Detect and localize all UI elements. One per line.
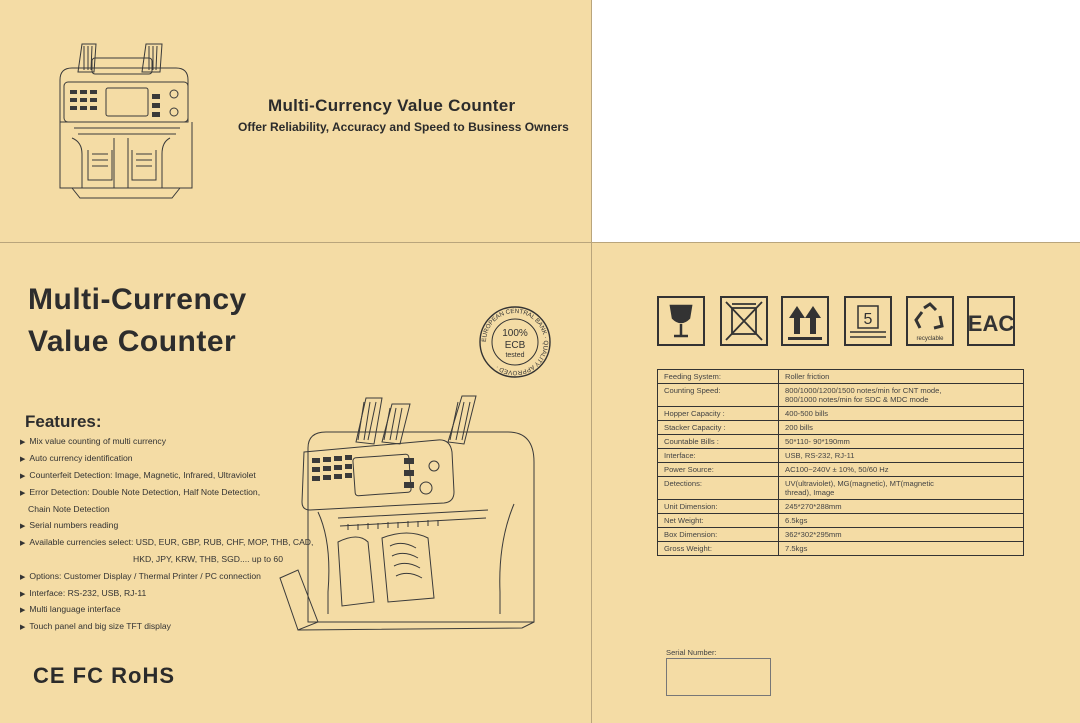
spec-value: 6.5kgs	[779, 514, 1024, 528]
packaging-icons-row	[657, 296, 1017, 348]
svg-text:recyclable: recyclable	[916, 336, 944, 342]
table-row	[658, 514, 1024, 528]
ecb-percent: 100%	[502, 328, 528, 339]
spec-value: 50*110- 90*190mm	[779, 435, 1024, 449]
bullet-icon: ▶	[20, 607, 26, 614]
bullet-icon: ▶	[20, 439, 26, 446]
feature-item: ▶ Serial numbers reading	[20, 520, 119, 530]
fold-line-vertical	[591, 0, 592, 723]
spec-label: Stacker Capacity :	[658, 421, 779, 435]
spec-label: Hopper Capacity :	[658, 407, 779, 421]
table-row	[658, 384, 1024, 407]
spec-value: 200 bills	[779, 421, 1024, 435]
svg-text:5: 5	[863, 311, 873, 328]
stack-limit-5-icon	[844, 296, 892, 346]
feature-item: ▶ Interface: RS-232, USB, RJ-11	[20, 588, 147, 598]
counter-machine-large-drawing	[278, 392, 540, 634]
spec-value: 362*302*295mm	[779, 528, 1024, 542]
bullet-icon: ▶	[20, 490, 26, 497]
feature-item: ▶ Touch panel and big size TFT display	[20, 621, 171, 631]
spec-value: USB, RS-232, RJ-11	[779, 449, 1024, 463]
bullet-icon: ▶	[20, 591, 26, 598]
recyclable-icon	[906, 296, 954, 346]
spec-label: Power Source:	[658, 463, 779, 477]
spec-label: Net Weight:	[658, 514, 779, 528]
table-row	[658, 463, 1024, 477]
serial-number-box	[666, 658, 771, 696]
spec-value: UV(ultraviolet), MG(magnetic), MT(magnetic thread), Image	[779, 477, 1024, 500]
spec-label: Interface:	[658, 449, 779, 463]
table-row	[658, 421, 1024, 435]
spec-label: Countable Bills :	[658, 435, 779, 449]
spec-value: 800/1000/1200/1500 notes/min for CNT mode, 800/1000 notes/min for SDC & MDC mode	[779, 384, 1024, 407]
svg-text:EAC: EAC	[969, 311, 1013, 336]
spec-label: Gross Weight:	[658, 542, 779, 556]
spec-label: Box Dimension:	[658, 528, 779, 542]
fold-line-horizontal	[0, 242, 1080, 243]
spec-value: 7.5kgs	[779, 542, 1024, 556]
ecb-seal	[478, 305, 552, 379]
bullet-icon: ▶	[20, 574, 26, 581]
feature-item: ▶ Mix value counting of multi currency	[20, 436, 166, 446]
table-row	[658, 435, 1024, 449]
main-title-line2: Value Counter	[28, 325, 237, 358]
main-title-line1: Multi-Currency	[28, 283, 247, 316]
spec-label: Detections:	[658, 477, 779, 500]
bullet-icon: ▶	[20, 540, 26, 547]
fragile-glass-icon	[657, 296, 705, 346]
serial-number-label: Serial Number:	[666, 648, 717, 657]
feature-item: ▶ Counterfeit Detection: Image, Magnetic, Infrared, Ultraviolet	[20, 470, 256, 480]
table-row	[658, 542, 1024, 556]
feature-item-continued: HKD, JPY, KRW, THB, SGD.... up to 60	[133, 554, 283, 564]
table-row	[658, 477, 1024, 500]
spec-label: Counting Speed:	[658, 384, 779, 407]
table-row	[658, 407, 1024, 421]
spec-label: Unit Dimension:	[658, 500, 779, 514]
spec-value: AC100~240V ± 10%, 50/60 Hz	[779, 463, 1024, 477]
spec-value: Roller friction	[779, 370, 1024, 384]
top-title: Multi-Currency Value Counter	[268, 96, 516, 115]
feature-item-continued: Chain Note Detection	[28, 504, 110, 514]
feature-item: ▶ Error Detection: Double Note Detection, Half Note Detection,	[20, 487, 261, 497]
bullet-icon: ▶	[20, 456, 26, 463]
ecb-ring-text: EUROPEAN CENTRAL BANK · QUALITY APPROVED ·	[480, 307, 550, 377]
feature-item: ▶ Available currencies select: USD, EUR, GBP, RUB, CHF, MOP, THB, CAD,	[20, 537, 314, 547]
ecb-name: ECB	[504, 340, 526, 351]
table-row	[658, 449, 1024, 463]
do-not-crush-icon	[720, 296, 768, 346]
bullet-icon: ▶	[20, 473, 26, 480]
specifications-table	[657, 369, 1024, 556]
features-heading: Features:	[25, 412, 102, 431]
bullet-icon: ▶	[20, 523, 26, 530]
counter-machine-small-drawing	[52, 38, 202, 200]
spec-value: 245*270*288mm	[779, 500, 1024, 514]
certification-marks: CE FC RoHS	[33, 663, 175, 688]
table-row	[658, 528, 1024, 542]
table-row	[658, 370, 1024, 384]
bullet-icon: ▶	[20, 624, 26, 631]
table-row	[658, 500, 1024, 514]
this-way-up-icon	[781, 296, 829, 346]
spec-label: Feeding System:	[658, 370, 779, 384]
feature-item: ▶ Options: Customer Display / Thermal Printer / PC connection	[20, 571, 261, 581]
top-subtitle: Offer Reliability, Accuracy and Speed to Business Owners	[238, 120, 569, 134]
spec-value: 400-500 bills	[779, 407, 1024, 421]
feature-item: ▶ Auto currency identification	[20, 453, 133, 463]
ecb-tested: tested	[505, 352, 525, 359]
feature-item: ▶ Multi language interface	[20, 604, 121, 614]
eac-mark-icon	[967, 296, 1015, 346]
